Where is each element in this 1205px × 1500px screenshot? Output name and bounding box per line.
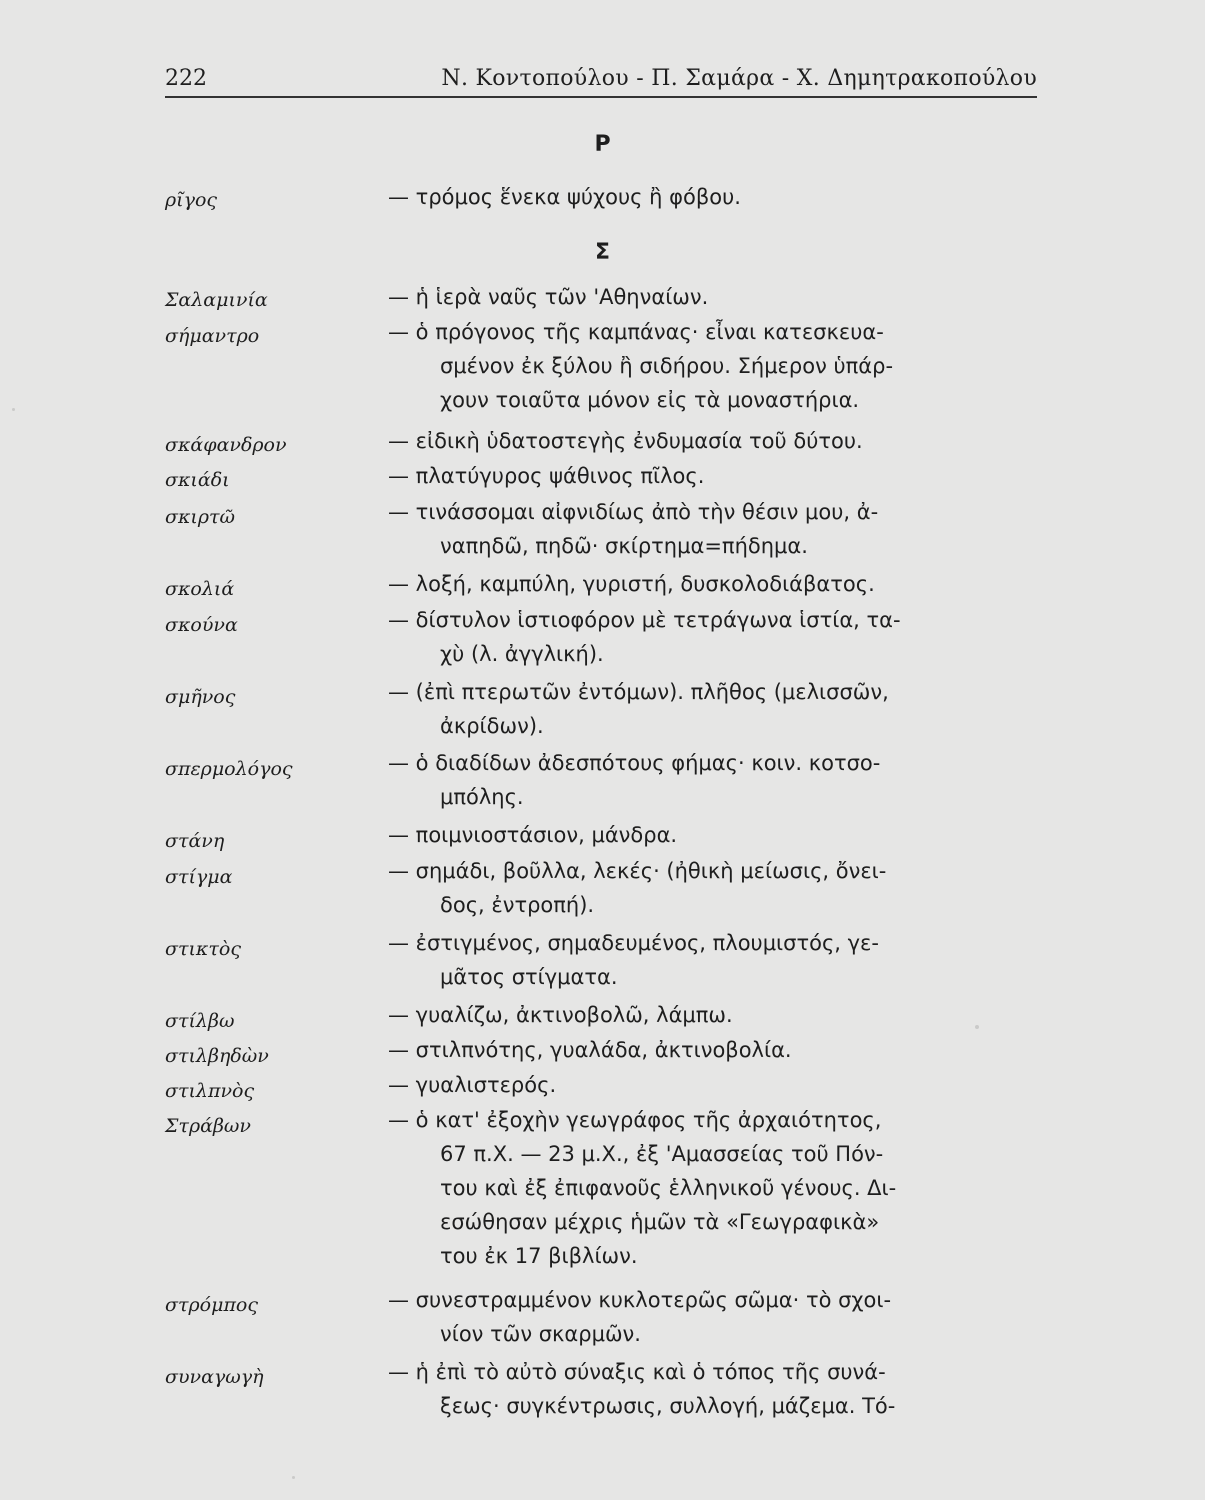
definition-line: νίον τῶν σκαρμῶν. <box>440 1322 641 1346</box>
definition-line: — ὁ κατ' ἐξοχὴν γεωγράφος τῆς ἀρχαιότητος, <box>388 1108 882 1132</box>
entry-term: στρόμπος <box>165 1294 259 1316</box>
entry-term: σκιάδι <box>165 469 230 491</box>
definition-line: ἀκρίδων). <box>440 714 544 738</box>
entry-term: σκολιά <box>165 578 235 600</box>
entry-definition <box>388 1283 1048 1351</box>
paper-speck <box>292 1476 295 1479</box>
definition-line: — λοξή, καμπύλη, γυριστή, δυσκολοδιάβατος. <box>388 572 875 596</box>
entry-term: στικτὸς <box>165 938 241 960</box>
entry-term: στιλβηδὼν <box>165 1045 269 1067</box>
entry-term: στάνη <box>165 830 225 852</box>
paper-speck <box>975 1025 979 1029</box>
entry-term: σκούνα <box>165 614 238 636</box>
definition-line: — εἰδικὴ ὑδατοστεγὴς ἐνδυμασία τοῦ δύτου. <box>388 429 863 453</box>
entry-definition <box>388 1103 1048 1273</box>
definition-line: — (ἐπὶ πτερωτῶν ἐντόμων). πλῆθος (μελισσῶν, <box>388 680 889 704</box>
page-header <box>165 62 1037 98</box>
definition-line: σμένον ἐκ ξύλου ἢ σιδήρου. Σήμερον ὑπάρ- <box>440 354 894 378</box>
definition-line: — γυαλίζω, ἀκτινοβολῶ, λάμπω. <box>388 1003 733 1027</box>
section-letter-rho: Ρ <box>594 132 611 157</box>
definition-line: ξεως· συγκέντρωσις, συλλογή, μάζεμα. Τό- <box>440 1394 896 1418</box>
entry-term: στίλβω <box>165 1010 235 1032</box>
entry-term: στιλπνὸς <box>165 1080 255 1102</box>
definition-line: — ἡ ἐπὶ τὸ αὐτὸ σύναξις καὶ ὁ τόπος τῆς συνά- <box>388 1360 886 1384</box>
entry-term: συναγωγὴ <box>165 1366 264 1388</box>
definition-line: — στιλπνότης, γυαλάδα, ἀκτινοβολία. <box>388 1038 792 1062</box>
paper-speck <box>12 408 15 411</box>
definition-line: — τρόμος ἕνεκα ψύχους ἢ φόβου. <box>388 185 741 209</box>
definition-line: — ποιμνιοστάσιον, μάνδρα. <box>388 823 678 847</box>
definition-line: — ἡ ἱερὰ ναῦς τῶν 'Αθηναίων. <box>388 285 709 309</box>
definition-line: — ὁ πρόγονος τῆς καμπάνας· εἶναι κατεσκευα- <box>388 320 884 344</box>
definition-line: χουν τοιαῦτα μόνον εἰς τὰ μοναστήρια. <box>440 388 860 412</box>
definition-line: — δίστυλον ἱστιοφόρον μὲ τετράγωνα ἱστία, τα- <box>388 608 901 632</box>
definition-line: 67 π.Χ. — 23 μ.Χ., ἐξ 'Αμασσείας τοῦ Πόν- <box>440 1142 884 1166</box>
entry-definition <box>388 818 1048 852</box>
definition-line: μπόλης. <box>440 785 524 809</box>
entry-term: σκιρτῶ <box>165 506 236 528</box>
definition-line: — συνεστραμμένον κυκλοτερῶς σῶμα· τὸ σχοι- <box>388 1288 892 1312</box>
entry-definition <box>388 424 1048 458</box>
definition-line: του ἐκ 17 βιβλίων. <box>440 1244 638 1268</box>
running-title: Ν. Κοντοπούλου - Π. Σαμάρα - Χ. Δημητρακοπούλου <box>441 66 1037 91</box>
entry-term: σκάφανδρον <box>165 434 287 456</box>
entry-definition <box>388 998 1048 1032</box>
entry-term: Στράβων <box>165 1115 251 1137</box>
definition-line: χὺ (λ. ἀγγλική). <box>440 642 604 666</box>
definition-line: του καὶ ἐξ ἐπιφανοῦς ἑλληνικοῦ γένους. Δι- <box>440 1176 897 1200</box>
definition-line: εσώθησαν μέχρις ἡμῶν τὰ «Γεωγραφικὰ» <box>440 1210 880 1234</box>
definition-line: ναπηδῶ, πηδῶ· σκίρτημα=πήδημα. <box>440 534 808 558</box>
entry-definition <box>388 926 1048 994</box>
entry-term: σμῆνος <box>165 686 236 708</box>
page-number: 222 <box>165 66 207 91</box>
definition-line: μᾶτος στίγματα. <box>440 965 618 989</box>
entry-definition <box>388 746 1048 814</box>
section-letter-sigma: Σ <box>594 240 611 265</box>
definition-line: — σημάδι, βοῦλλα, λεκές· (ἠθικὴ μείωσις, ὄνει- <box>388 859 887 883</box>
definition-line: δος, ἐντροπή). <box>440 893 595 917</box>
entry-term: σήμαντρο <box>165 325 260 347</box>
definition-line: — ἐστιγμένος, σημαδευμένος, πλουμιστός, γε- <box>388 931 879 955</box>
entry-definition <box>388 280 1048 314</box>
entry-definition <box>388 1068 1048 1102</box>
entry-definition <box>388 495 1048 563</box>
entry-definition <box>388 567 1048 601</box>
entry-definition <box>388 675 1048 743</box>
entry-term: Σαλαμινία <box>165 289 268 311</box>
entry-term: σπερμολόγος <box>165 758 293 780</box>
entry-definition <box>388 1033 1048 1067</box>
entry-definition <box>388 459 1048 493</box>
definition-line: — πλατύγυρος ψάθινος πῖλος. <box>388 464 705 488</box>
entry-definition <box>388 603 1048 671</box>
entry-definition <box>388 1355 1048 1423</box>
entry-term: στίγμα <box>165 866 233 888</box>
definition-line: — γυαλιστερός. <box>388 1073 557 1097</box>
entry-definition <box>388 854 1048 922</box>
definition-line: — τινάσσομαι αἰφνιδίως ἀπὸ τὴν θέσιν μου, ἀ- <box>388 500 879 524</box>
entry-term: ρῖγος <box>165 189 218 211</box>
definition-line: — ὁ διαδίδων ἀδεσπότους φήμας· κοιν. κοτσο- <box>388 751 881 775</box>
entry-definition <box>388 180 1048 214</box>
entry-definition <box>388 315 1048 417</box>
